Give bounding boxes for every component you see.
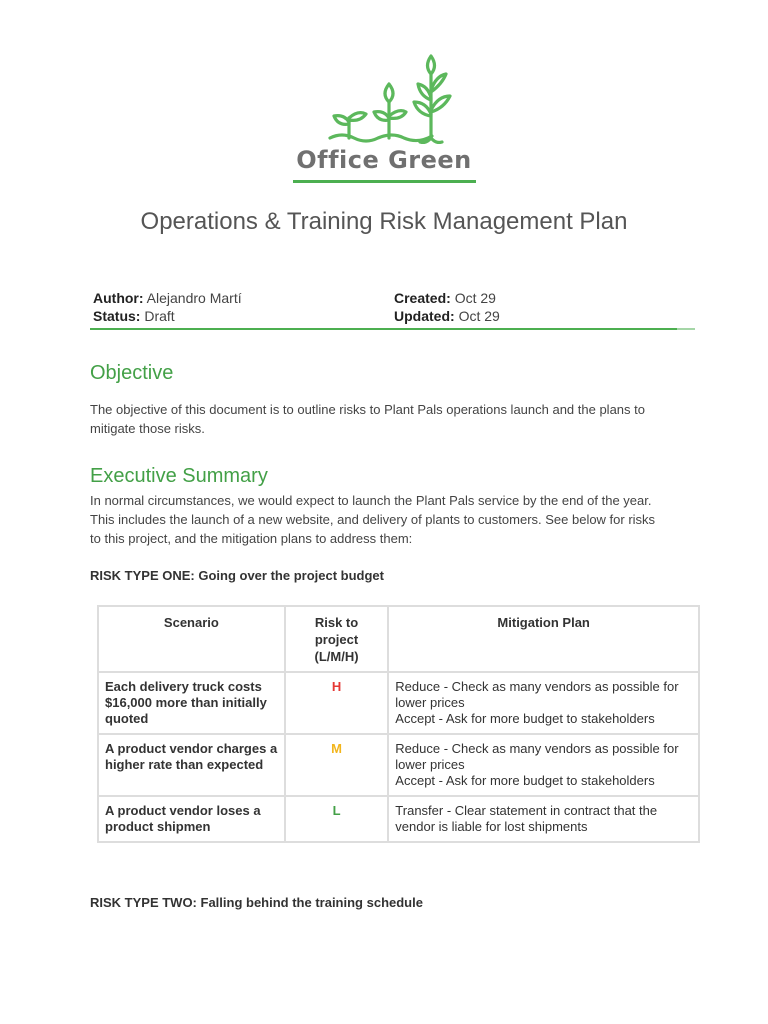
- mitigation-line: Accept - Ask for more budget to stakeholders: [395, 773, 655, 788]
- objective-text: The objective of this document is to outline risks to Plant Pals operations launch and the plans to mitigate those risks.: [90, 402, 645, 436]
- mitigation-cell: [388, 796, 699, 842]
- status-value: Draft: [144, 308, 175, 324]
- risk-two-heading: RISK TYPE TWO: Falling behind the training schedule: [90, 895, 423, 910]
- mitigation-cell: [388, 672, 699, 734]
- table-row: [98, 796, 699, 842]
- table-row: [98, 672, 699, 734]
- mitigation-line: Reduce - Check as many vendors as possible for lower prices: [395, 741, 679, 772]
- column-header-scenario: Scenario: [98, 606, 285, 672]
- summary-text: In normal circumstances, we would expect to launch the Plant Pals service by the end of the year. This includes the launch of a new website, and delivery of plants to customers. See below for risks to this project, and the mitigation plans to address them:: [90, 493, 656, 546]
- author-value: Alejandro Martí: [146, 290, 242, 306]
- risk-level-cell: H: [285, 672, 389, 734]
- document-meta: [93, 289, 695, 325]
- created-value: Oct 29: [454, 290, 496, 306]
- mitigation-line: Transfer - Clear statement in contract that the vendor is liable for lost shipments: [395, 803, 658, 834]
- column-header-mitigation: Mitigation Plan: [388, 606, 699, 672]
- risk-one-heading: RISK TYPE ONE: Going over the project budget: [90, 568, 384, 583]
- meta-status: [93, 307, 394, 325]
- mitigation-line: Accept - Ask for more budget to stakeholders: [395, 711, 655, 726]
- column-header-risk-level: Risk to project (L/M/H): [285, 606, 389, 672]
- meta-row-2: [93, 307, 695, 325]
- mitigation-line: Reduce - Check as many vendors as possible for lower prices: [395, 679, 679, 710]
- meta-divider: [90, 328, 695, 330]
- risk-one-table: [97, 605, 700, 843]
- summary-heading: Executive Summary: [90, 465, 268, 487]
- brand-logo: [0, 52, 768, 183]
- status-label: Status:: [93, 308, 141, 324]
- table-header-row: [98, 606, 699, 672]
- updated-label: Updated:: [394, 308, 455, 324]
- meta-created: [394, 289, 695, 307]
- table-row: [98, 734, 699, 796]
- author-label: Author:: [93, 290, 144, 306]
- risk-level-cell: M: [285, 734, 389, 796]
- scenario-cell: A product vendor loses a product shipmen: [98, 796, 285, 842]
- risk-level-cell: L: [285, 796, 389, 842]
- scenario-cell: A product vendor charges a higher rate than expected: [98, 734, 285, 796]
- brand-name: Office Green: [296, 146, 472, 174]
- document-title: Operations & Training Risk Management Plan: [140, 208, 628, 235]
- objective-heading: Objective: [90, 362, 174, 384]
- mitigation-cell: [388, 734, 699, 796]
- meta-row-1: [93, 289, 695, 307]
- meta-updated: [394, 307, 695, 325]
- meta-author: [93, 289, 394, 307]
- brand-underline: [293, 180, 476, 183]
- created-label: Created:: [394, 290, 451, 306]
- updated-value: Oct 29: [458, 308, 500, 324]
- sprouting-plants-icon: [304, 52, 464, 144]
- scenario-cell: Each delivery truck costs $16,000 more than initially quoted: [98, 672, 285, 734]
